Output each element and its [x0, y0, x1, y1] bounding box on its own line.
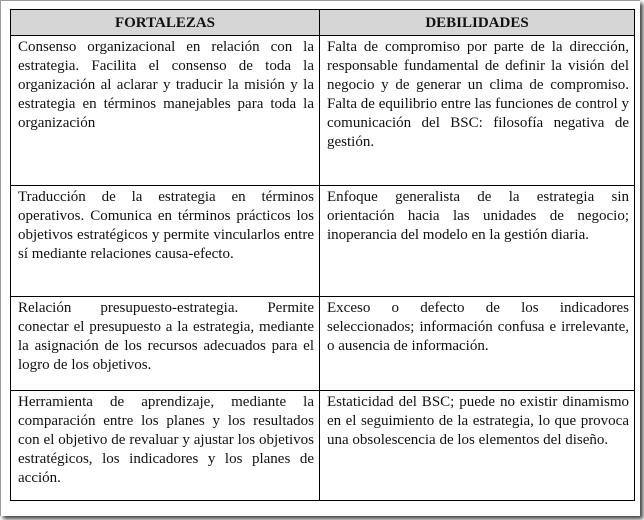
fortaleza-cell: Herramienta de aprendizaje, mediante la comparación entre los planes y los resultados con el objetivo de revaluar y ajustar los objetivos estratégicos, los indicadores y los planes de acción. — [11, 391, 320, 501]
table-row — [11, 391, 635, 501]
fortaleza-cell: Relación presupuesto-estrategia. Permite conectar el presupuesto a la estrategia, mediante la asignación de los recursos adecuados para el logro de los objetivos. — [11, 297, 320, 391]
header-debilidades: DEBILIDADES — [320, 10, 635, 36]
debilidad-cell: Estaticidad del BSC; puede no existir dinamismo en el seguimiento de la estrategia, lo que provoca una obsolescencia de los elementos del diseño. — [320, 391, 635, 501]
table-row — [11, 36, 635, 186]
table-row — [11, 297, 635, 391]
debilidad-cell: Enfoque generalista de la estrategia sin orientación hacia las unidades de negocio; inoperancia del modelo en la gestión diaria. — [320, 186, 635, 297]
debilidad-cell: Falta de compromiso por parte de la dirección, responsable fundamental de definir la visión del negocio y de generar un clima de compromiso. Falta de equilibrio entre las funciones de control y comunicación del BSC: filosofía negativa de gestión. — [320, 36, 635, 186]
fortaleza-cell: Traducción de la estrategia en términos operativos. Comunica en términos prácticos los objetivos estratégicos y permite vincularlos entre sí mediante relaciones causa-efecto. — [11, 186, 320, 297]
table-row — [11, 186, 635, 297]
header-fortalezas: FORTALEZAS — [11, 10, 320, 36]
table-header-row — [11, 10, 635, 36]
debilidad-cell: Exceso o defecto de los indicadores seleccionados; información confusa e irrelevante, o ausencia de información. — [320, 297, 635, 391]
strengths-weaknesses-table — [10, 9, 635, 501]
fortaleza-cell: Consenso organizacional en relación con la estrategia. Facilita el consenso de toda la organización al aclarar y traducir la misión y la estrategia en términos manejables para toda la organización — [11, 36, 320, 186]
